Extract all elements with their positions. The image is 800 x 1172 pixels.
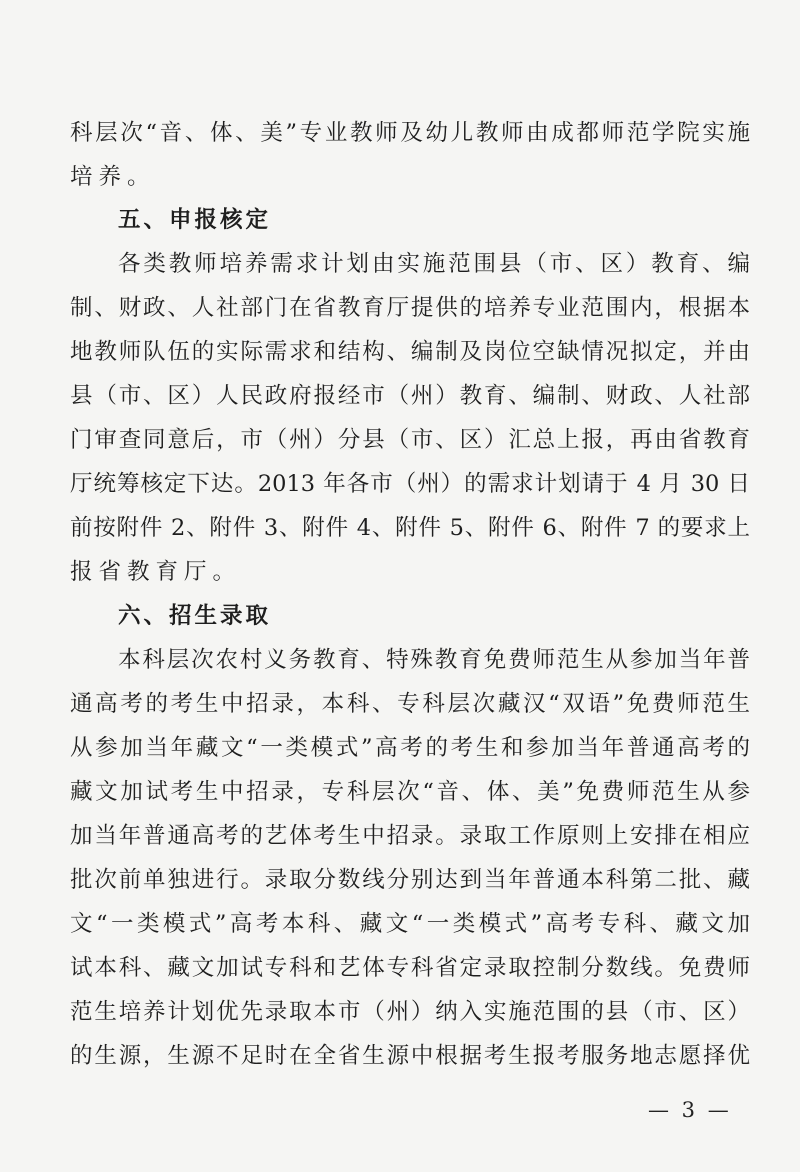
body-line: 培养。 (70, 164, 156, 190)
body-line: 从参加当年藏文“一类模式”高考的考生和参加当年普通高考的 (70, 735, 750, 761)
body-line: 的生源，生源不足时在全省生源中根据考生报考服务地志愿择优 (70, 1043, 750, 1069)
body-line: 文“一类模式”高考本科、藏文“一类模式”高考专科、藏文加 (70, 911, 750, 937)
body-line: 藏文加试考生中招录，专科层次“音、体、美”免费师范生从参 (70, 779, 750, 805)
body-line: 厅统筹核定下达。2013 年各市（州）的需求计划请于 4 月 30 日 (70, 471, 750, 497)
body-line: 通高考的考生中招录，本科、专科层次藏汉“双语”免费师范生 (70, 691, 750, 717)
body-line: 加当年普通高考的艺体考生中招录。录取工作原则上安排在相应 (70, 823, 750, 849)
section-heading: 六、招生录取 (118, 603, 272, 629)
body-line: 报省教育厅。 (70, 559, 242, 585)
body-line: 本科层次农村义务教育、特殊教育免费师范生从参加当年普 (118, 647, 750, 673)
body-line: 前按附件 2、附件 3、附件 4、附件 5、附件 6、附件 7 的要求上 (70, 515, 750, 541)
body-line: 地教师队伍的实际需求和结构、编制及岗位空缺情况拟定，并由 (70, 339, 750, 365)
page-number: — 3 — (648, 1098, 732, 1122)
section-heading: 五、申报核定 (118, 207, 272, 233)
body-line: 科层次“音、体、美”专业教师及幼儿教师由成都师范学院实施 (70, 120, 750, 146)
body-line: 批次前单独进行。录取分数线分别达到当年普通本科第二批、藏 (70, 867, 750, 893)
body-line: 试本科、藏文加试专科和艺体专科省定录取控制分数线。免费师 (70, 955, 750, 981)
body-line: 制、财政、人社部门在省教育厅提供的培养专业范围内，根据本 (70, 295, 750, 321)
body-line: 各类教师培养需求计划由实施范围县（市、区）教育、编 (118, 251, 750, 277)
body-line: 县（市、区）人民政府报经市（州）教育、编制、财政、人社部 (70, 383, 750, 409)
body-line: 门审查同意后，市（州）分县（市、区）汇总上报，再由省教育 (70, 427, 750, 453)
body-line: 范生培养计划优先录取本市（州）纳入实施范围的县（市、区） (70, 999, 750, 1025)
